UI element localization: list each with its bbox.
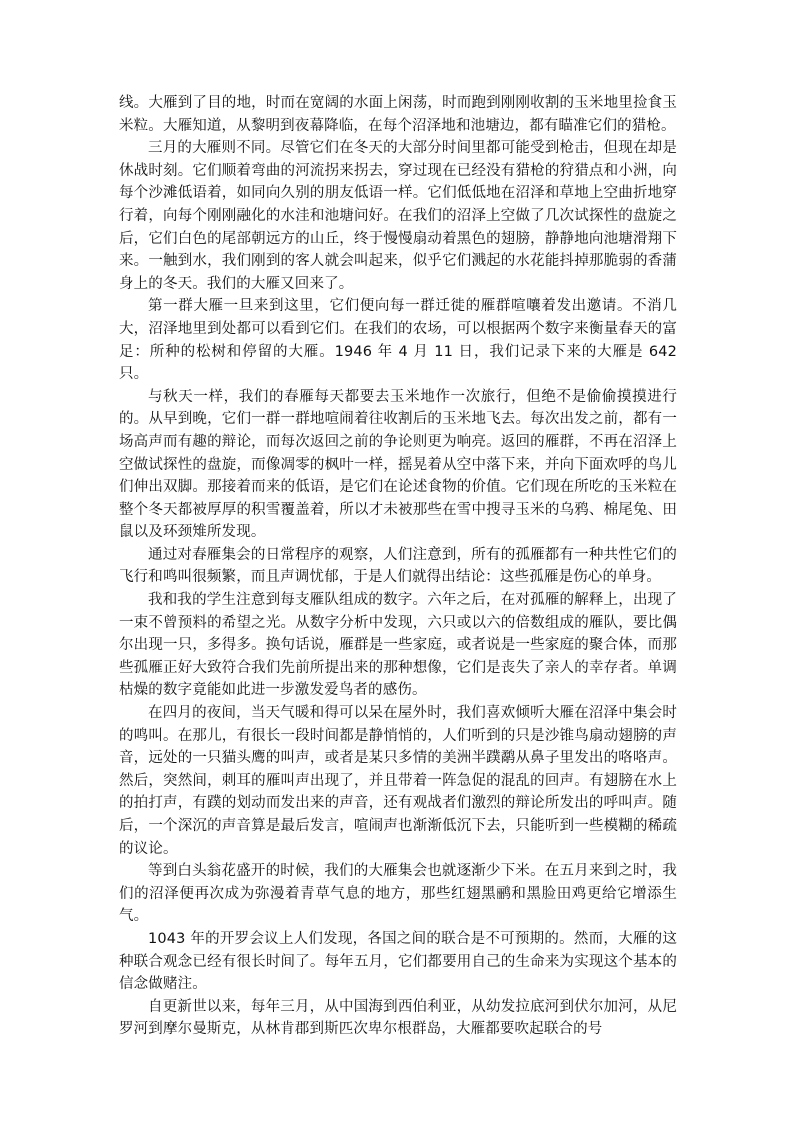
paragraph-3: 第一群大雁一旦来到这里，它们便向每一群迁徙的雁群喧嚷着发出邀请。不消几大，沼泽地里到处都可以看到它们。在我们的农场，可以根据两个数字来衡量春天的富足：所种的松树和停留的大雁。1946 年 4 月 11 日，我们记录下来的大雁是 642 只。 [119, 298, 677, 383]
paragraph-8: 等到白头翁花盛开的时候，我们的大雁集会也就逐渐少下米。在五月来到之时，我们的沼泽便再次成为弥漫着青草气息的地方，那些红翅黑鹂和黑脸田鸡更给它增添生气。 [119, 863, 677, 925]
document-page [119, 92, 677, 1041]
paragraph-6: 我和我的学生注意到每支雁队组成的数字。六年之后，在对孤雁的解释上，出现了一束不曾预料的希望之光。从数字分析中发现，六只或以六的倍数组成的雁队，要比偶尔出现一只，多得多。换句话说，雁群是一些家庭，或者说是一些家庭的聚合体，而那些孤雁正好大致符合我们先前所提出来的那种想像，它们是丧失了亲人的幸存者。单调枯燥的数字竟能如此进一步激发爱鸟者的感伤。 [119, 592, 677, 699]
paragraph-4: 与秋天一样，我们的春雁每天都要去玉米地作一次旅行，但绝不是偷偷摸摸进行的。从早到晚，它们一群一群地喧闹着往收割后的玉米地飞去。每次出发之前，都有一场高声而有趣的辩论，而每次返回之前的争论则更为响亮。返回的雁群，不再在沼泽上空做试探性的盘旋，而像凋零的枫叶一样，摇晃着从空中落下来，并向下面欢呼的鸟儿们伸出双脚。那接着而来的低语，是它们在论述食物的价值。它们现在所吃的玉米粒在整个冬天都被厚厚的积雪覆盖着，所以才未被那些在雪中搜寻玉米的乌鸦、棉尾兔、田鼠以及环颈雉所发现。 [119, 388, 677, 541]
paragraph-5: 通过对春雁集会的日常程序的观察，人们注意到，所有的孤雁都有一种共性它们的飞行和鸣叫很频繁，而且声调忧郁，于是人们就得出结论：这些孤雁是伤心的单身。 [119, 546, 677, 586]
paragraph-1: 线。大雁到了目的地，时而在宽阔的水面上闲荡，时而跑到刚刚收割的玉米地里捡食玉米粒。大雁知道，从黎明到夜幕降临，在每个沼泽地和池塘边，都有瞄准它们的猎枪。 [119, 95, 677, 134]
paragraph-9: 1043 年的开罗会议上人们发现，各国之间的联合是不可预期的。然而，大雁的这种联合观念已经有很长时间了。每年五月，它们都要用自己的生命来为实现这个基本的信念做赌注。 [119, 930, 677, 993]
paragraph-10: 自更新世以来，每年三月，从中国海到西伯利亚，从幼发拉底河到伏尔加河，从尼罗河到摩尔曼斯克，从林肯郡到斯匹次卑尔根群岛，大雁都要吹起联合的号 [119, 998, 677, 1038]
paragraph-2: 三月的大雁则不同。尽管它们在冬天的大部分时间里都可能受到枪击，但现在却是休战时刻。它们顺着弯曲的河流拐来拐去，穿过现在已经没有猎枪的狩猎点和小洲，向每个沙滩低语着，如同向久别的朋友低语一样。它们低低地在沼泽和草地上空曲折地穿行着，向每个刚刚融化的水洼和池塘问好。在我们的沼泽上空做了几次试探性的盘旋之后，它们白色的尾部朝远方的山丘，终于慢慢扇动着黑色的翅膀，静静地向池塘滑翔下来。一触到水，我们刚到的客人就会叫起来，似乎它们溅起的水花能抖掉那脆弱的香蒲身上的冬天。我们的大雁又回来了。 [119, 140, 677, 292]
paragraph-7: 在四月的夜间，当天气暖和得可以呆在屋外时，我们喜欢倾听大雁在沼泽中集会时的鸣叫。在那儿，有很长一段时间都是静悄悄的，人们听到的只是沙锥鸟扇动翅膀的声音，远处的一只猫头鹰的叫声，或者是某只多情的美洲半蹼鹬从鼻子里发出的咯咯声。然后，突然间，刺耳的雁叫声出现了，并且带着一阵急促的混乱的回声。有翅膀在水上的拍打声，有蹼的划动而发出来的声音，还有观战者们激烈的辩论所发出的呼叫声。随后，一个深沉的声音算是最后发言，喧闹声也渐渐低沉下去，只能听到一些模糊的稀疏的议论。 [119, 705, 677, 857]
